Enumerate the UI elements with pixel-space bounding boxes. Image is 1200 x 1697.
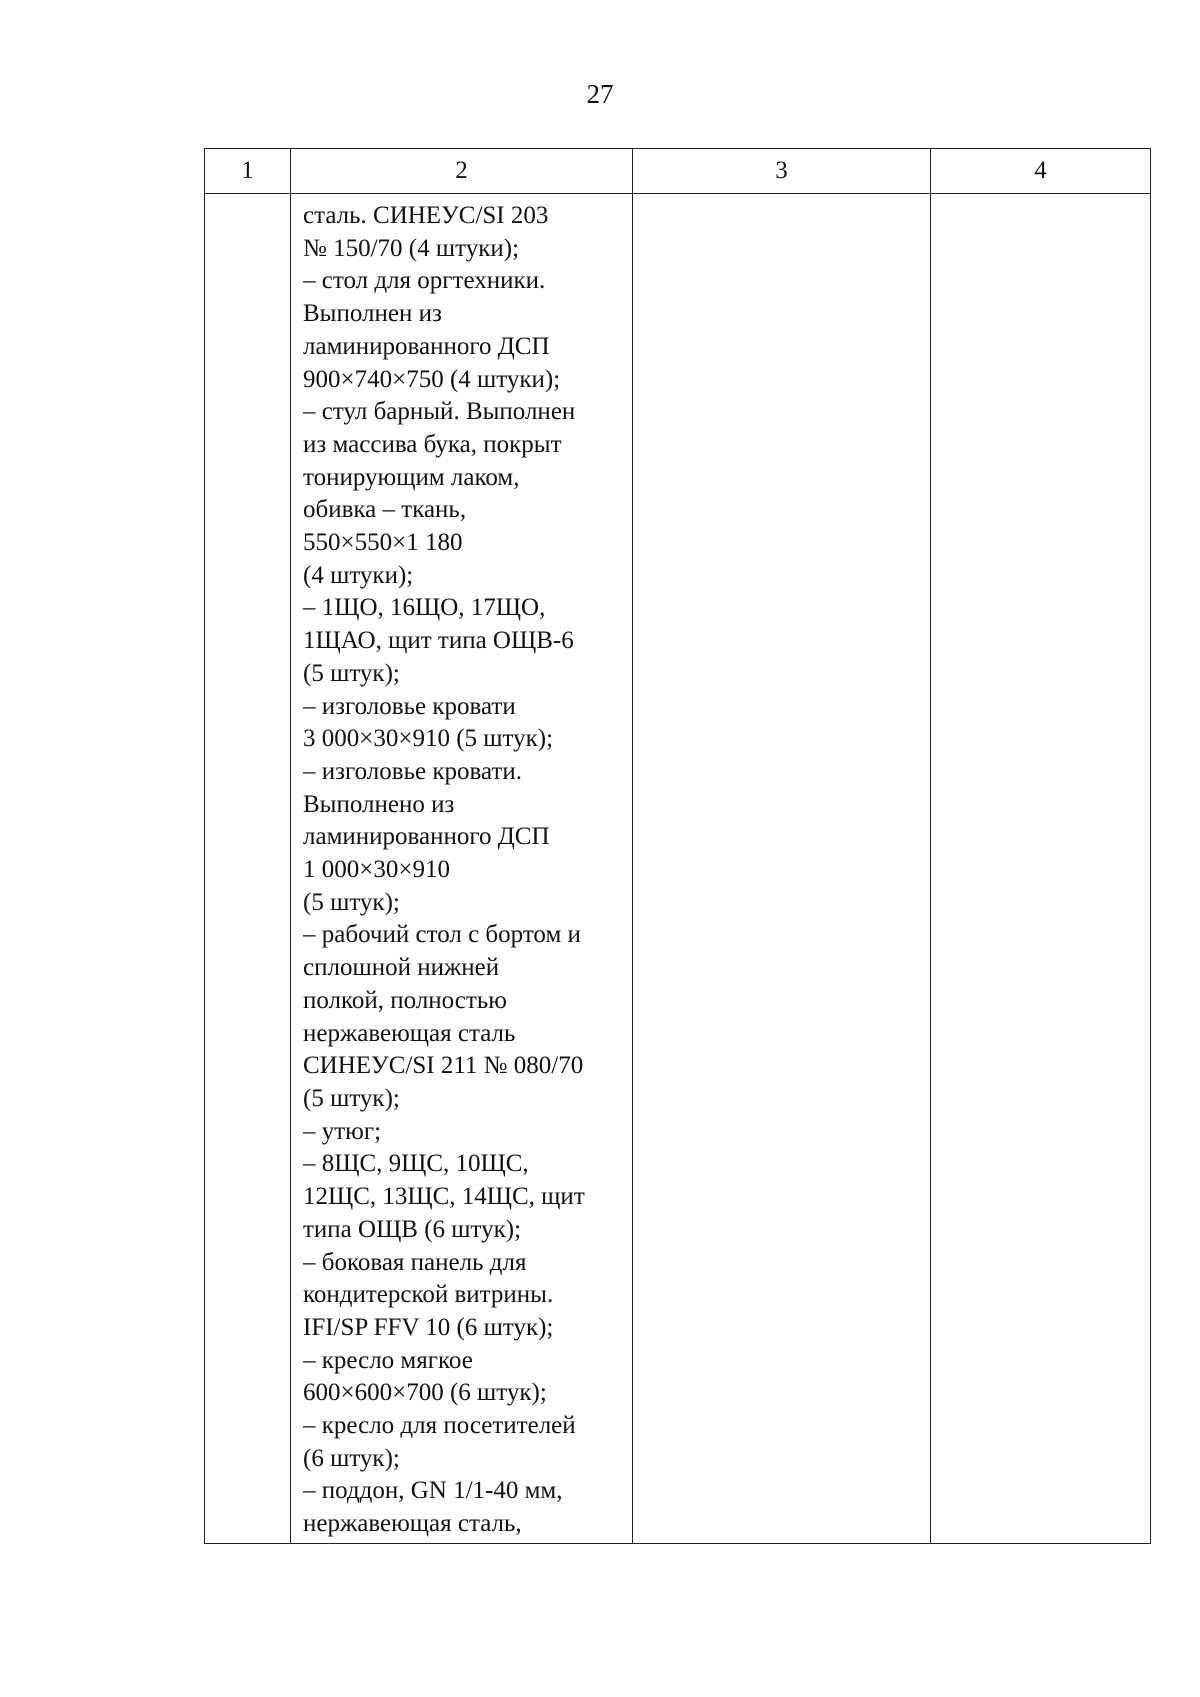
text-line: нержавеющая сталь — [303, 1019, 516, 1047]
text-line: из массива бука, покрыт — [303, 430, 562, 458]
column-header-1: 1 — [205, 149, 291, 194]
text-line: 1ЩАО, щит типа ОЩВ-6 — [303, 627, 574, 655]
text-line: кондитерской витрины. — [303, 1281, 554, 1309]
text-line: – рабочий стол с бортом и — [303, 921, 581, 949]
text-line: (5 штук); — [303, 888, 400, 916]
text-line: 550×550×1 180 — [303, 529, 463, 557]
text-line: – стол для оргтехники. — [303, 267, 546, 295]
column-header-3: 3 — [633, 149, 931, 194]
column-4-cell — [931, 194, 1151, 1544]
column-1-cell — [205, 194, 291, 1544]
text-line: полкой, полностью — [303, 986, 507, 1014]
text-line: – поддон, GN 1/1-40 мм, — [303, 1477, 563, 1505]
table-header-row — [205, 149, 1151, 194]
text-line: IFI/SP FFV 10 (6 штук); — [303, 1313, 554, 1341]
document-table — [204, 148, 1151, 1544]
text-line: (5 штук); — [303, 659, 400, 687]
column-3-cell — [633, 194, 931, 1544]
text-line: – изголовье кровати. — [303, 757, 522, 785]
text-line: ламинированного ДСП — [303, 823, 550, 851]
text-line: (6 штук); — [303, 1444, 400, 1472]
text-line: ламинированного ДСП — [303, 332, 550, 360]
text-line: 900×740×750 (4 штуки); — [303, 365, 561, 393]
page-number: 27 — [586, 79, 614, 109]
text-line: – кресло мягкое — [303, 1346, 473, 1374]
text-line: – изголовье кровати — [303, 692, 516, 720]
text-line: – 8ЩС, 9ЩС, 10ЩС, — [303, 1150, 529, 1178]
column-header-2: 2 — [291, 149, 633, 194]
text-line: – боковая панель для — [303, 1248, 527, 1276]
text-line: (4 штуки); — [303, 561, 414, 589]
text-line: 600×600×700 (6 штук); — [303, 1379, 547, 1407]
text-line: СИНЕУС/SI 211 № 080/70 — [303, 1052, 584, 1080]
text-line: Выполнен из — [303, 300, 442, 328]
text-line: 3 000×30×910 (5 штук); — [303, 725, 554, 753]
text-line: № 150/70 (4 штуки); — [303, 234, 520, 262]
text-line: тонирующим лаком, — [303, 463, 520, 491]
text-line: сплошной нижней — [303, 954, 500, 982]
equipment-list — [291, 194, 632, 1541]
text-line: типа ОЩВ (6 штук); — [303, 1215, 522, 1243]
text-line: – стул барный. Выполнен — [303, 398, 576, 426]
text-line: – утюг; — [303, 1117, 382, 1145]
text-line: 1 000×30×910 — [303, 856, 450, 884]
text-line: – кресло для посетителей — [303, 1412, 576, 1440]
table-row — [205, 194, 1151, 1544]
text-line: нержавеющая сталь, — [303, 1510, 522, 1538]
text-line: обивка – ткань, — [303, 496, 467, 524]
text-line: Выполнено из — [303, 790, 455, 818]
text-line: сталь. СИНЕУС/SI 203 — [303, 202, 549, 229]
text-line: (5 штук); — [303, 1084, 400, 1112]
column-2-cell — [291, 194, 633, 1544]
text-line: 12ЩС, 13ЩС, 14ЩС, щит — [303, 1183, 585, 1211]
text-line: – 1ЩО, 16ЩО, 17ЩО, — [303, 594, 546, 622]
column-header-4: 4 — [931, 149, 1151, 194]
